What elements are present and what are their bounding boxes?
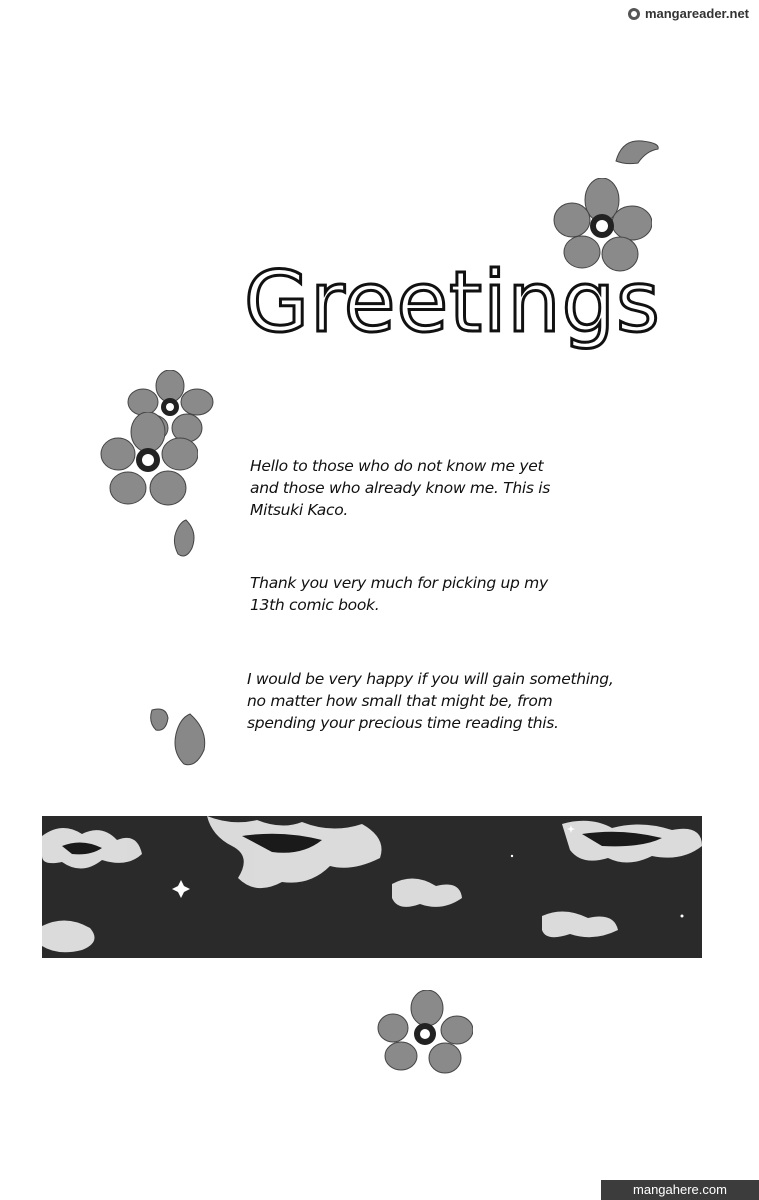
paragraph-line: Thank you very much for picking up my xyxy=(250,574,548,592)
watermark-top xyxy=(627,6,749,21)
clouds-illustration xyxy=(42,816,702,958)
flower-icon xyxy=(375,990,473,1075)
paragraph-1 xyxy=(250,455,680,521)
petal-icon xyxy=(148,706,170,734)
paragraph-line: spending your precious time reading this. xyxy=(247,714,559,732)
paragraph-3 xyxy=(247,668,687,734)
watermark-bottom: mangahere.com xyxy=(601,1180,759,1200)
page-title xyxy=(240,245,661,355)
paragraph-line: Hello to those who do not know me yet xyxy=(250,457,544,475)
petal-icon xyxy=(172,518,198,560)
petal-icon xyxy=(612,135,662,167)
night-sky-clouds xyxy=(42,816,702,958)
paragraph-line: Mitsuki Kaco. xyxy=(250,501,349,519)
petal-icon xyxy=(170,712,210,770)
page-title-text: Greetings xyxy=(244,253,661,351)
watermark-top-text: mangareader.net xyxy=(644,6,749,21)
flower-icon xyxy=(100,412,198,507)
paragraph-line: 13th comic book. xyxy=(250,596,380,614)
paragraph-line: and those who already know me. This is xyxy=(250,479,551,497)
logo-icon xyxy=(627,7,641,21)
paragraph-line: no matter how small that might be, from xyxy=(247,692,553,710)
paragraph-line: I would be very happy if you will gain something, xyxy=(247,670,614,688)
paragraph-2 xyxy=(250,572,680,616)
